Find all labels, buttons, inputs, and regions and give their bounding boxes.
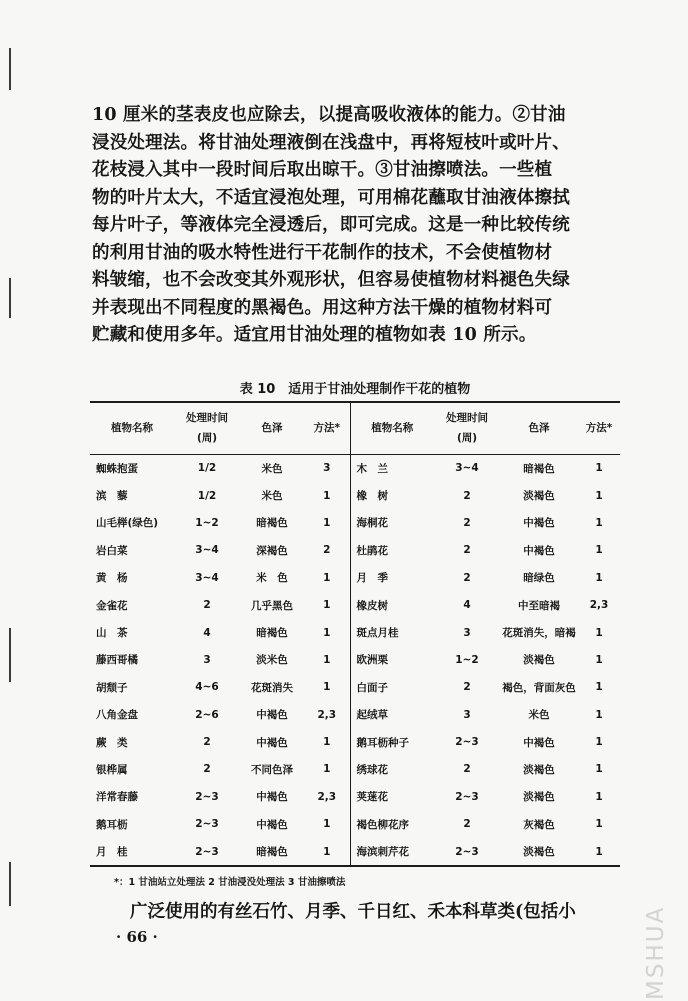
cell-time: 2: [463, 571, 471, 584]
cell-color: 褐色，背面灰色: [502, 681, 576, 694]
cell-name: 蜘蛛抱蛋: [96, 462, 138, 475]
cell-time: 2: [203, 736, 211, 749]
table-row: [90, 619, 620, 646]
cell-method: 1: [595, 626, 603, 639]
header-treatment-time: [434, 402, 500, 454]
table-row: [90, 728, 620, 755]
cell-time: 2: [463, 818, 471, 831]
cell-time: 3: [463, 626, 471, 639]
cell-name: 银桦属: [96, 763, 128, 776]
cell-method: 1: [595, 818, 603, 831]
cell-name: 黄 杨: [96, 572, 128, 585]
cell-time: 2: [463, 489, 471, 502]
cell-color: 中褐色: [523, 517, 555, 530]
header-method: 方法*: [585, 422, 613, 435]
cell-name: 山 茶: [96, 627, 128, 640]
cell-time: 4~6: [195, 681, 219, 694]
cell-method: 1: [595, 790, 603, 803]
table-header-row: [90, 402, 620, 454]
cell-time: 4: [203, 626, 211, 639]
cell-name: 起绒草: [350, 701, 434, 728]
cell-name: 欧洲栗: [350, 646, 434, 673]
page-number: · 66 ·: [116, 928, 158, 946]
cell-time: 3~4: [455, 462, 479, 475]
body-line: 每片叶子，等液体完全浸透后，即可完成。这是一种比较传统: [92, 215, 570, 235]
cell-time: 3: [463, 708, 471, 721]
cell-color: 中褐色: [256, 736, 288, 749]
table-row: [90, 564, 620, 591]
body-line: 并表现出不同程度的黑褐色。用这种方法干燥的植物材料可: [92, 297, 553, 318]
cell-name: 斑点月桂: [350, 619, 434, 646]
cell-time: 1~2: [455, 653, 479, 666]
margin-mark: [9, 278, 11, 318]
table-row: [90, 509, 620, 536]
cell-method: 1: [323, 653, 331, 666]
cell-time: 2: [463, 681, 471, 694]
cell-color: 几乎黑色: [251, 599, 293, 612]
header-method: 方法*: [313, 422, 340, 435]
table-row: [90, 783, 620, 810]
body-line: 浸没处理法。将甘油处理液倒在浅盘中，再将短枝叶或叶片、: [92, 132, 570, 153]
cell-method: 2,3: [589, 599, 609, 612]
cell-method: 1: [323, 599, 331, 612]
cell-color: 暗褐色: [256, 627, 288, 640]
cell-time: 3~4: [195, 544, 219, 557]
cell-name: 月 桂: [96, 846, 128, 859]
cell-time: 2~3: [455, 790, 479, 803]
cell-method: 1: [595, 489, 603, 502]
header-time-unit: (周): [196, 432, 218, 445]
cell-name: 藤西哥橘: [96, 654, 138, 667]
cell-time: 2~3: [455, 736, 479, 749]
cell-method: 1: [595, 845, 603, 858]
cell-method: 1: [595, 516, 603, 529]
cell-color: 淡米色: [256, 654, 288, 667]
cell-method: 1: [595, 653, 603, 666]
cell-color: 中褐色: [256, 791, 288, 804]
cell-time: 1/2: [197, 462, 217, 475]
cell-method: 1: [323, 571, 331, 584]
cell-method: 1: [323, 818, 331, 831]
cell-name: 蕨 类: [96, 736, 128, 749]
cell-color: 暗褐色: [523, 462, 555, 475]
cell-name: 橡皮树: [350, 591, 434, 618]
cell-time: 2~3: [195, 818, 219, 831]
cell-time: 1/2: [197, 489, 217, 502]
table-row: [90, 454, 620, 482]
body-line: 10 厘米的茎表皮也应除去，以提高吸收液体的能力。②甘油: [92, 105, 566, 125]
cell-method: 1: [595, 763, 603, 776]
cell-name: 褐色柳花序: [350, 811, 434, 838]
cell-time: 2: [463, 763, 471, 776]
plant-table-body: [90, 454, 620, 866]
table-row: [90, 838, 620, 866]
cell-name: 白面子: [350, 674, 434, 701]
cell-color: 不同色泽: [251, 763, 293, 776]
cell-time: 2~6: [195, 708, 219, 721]
cell-color: 淡褐色: [523, 791, 555, 804]
cell-name: 金雀花: [96, 599, 128, 612]
cell-color: 暗褐色: [256, 846, 288, 859]
header-plant-name: 植物名称: [350, 402, 434, 454]
header-color: 色泽: [528, 422, 550, 435]
cell-method: 1: [323, 736, 331, 749]
cell-color: 米色: [528, 709, 550, 722]
cell-method: 1: [595, 462, 603, 475]
margin-mark: [9, 862, 11, 906]
cell-method: 1: [323, 845, 331, 858]
cell-method: 1: [323, 489, 331, 502]
table-row: [90, 811, 620, 838]
header-time-label: 处理时间: [186, 412, 228, 425]
body-line: 料皱缩，也不会改变其外观形状，但容易使植物材料褪色失绿: [92, 270, 570, 290]
cell-color: 中褐色: [523, 736, 555, 749]
header-color: 色泽: [261, 422, 283, 435]
table-footnote: *：1 甘油站立处理法 2 甘油浸没处理法 3 甘油擦喷法: [114, 877, 346, 888]
cell-name: 山毛榉(绿色): [96, 517, 159, 530]
cell-name: 杜鹃花: [350, 537, 434, 564]
table-row: [90, 701, 620, 728]
table-row: [90, 537, 620, 564]
table-title: 表 10 适用于甘油处理制作干花的植物: [239, 382, 471, 397]
cell-time: 2: [463, 544, 471, 557]
continuation-text: 广泛使用的有丝石竹、月季、千日红、禾本科草类(包括小: [130, 902, 576, 922]
cell-name: 海桐花: [350, 509, 434, 536]
body-line: 的利用甘油的吸水特性进行干花制作的技术，不会使植物材: [92, 242, 553, 263]
cell-name: 鹅耳枥: [96, 818, 128, 831]
cell-time: 2: [203, 763, 211, 776]
watermark: MSHUA: [643, 905, 669, 1000]
body-paragraph: [92, 102, 620, 350]
cell-time: 3~4: [195, 571, 219, 584]
header-time-unit: (周): [456, 432, 478, 445]
cell-color: 深褐色: [256, 544, 288, 557]
cell-method: 1: [595, 708, 603, 721]
header-treatment-time: [174, 402, 240, 454]
cell-time: 4: [463, 599, 471, 612]
cell-color: 花斑消失，暗褐: [502, 627, 576, 640]
cell-name: 月 季: [350, 564, 434, 591]
cell-name: 木 兰: [350, 454, 434, 482]
table-row: [90, 482, 620, 509]
cell-method: 1: [323, 516, 331, 529]
cell-method: 3: [323, 462, 331, 475]
cell-color: 花斑消失: [251, 681, 293, 694]
body-line: 贮藏和使用多年。适宜用甘油处理的植物如表 10 所示。: [92, 325, 537, 345]
cell-time: 3: [203, 653, 211, 666]
table-row: [90, 646, 620, 673]
cell-method: 2,3: [317, 708, 337, 721]
cell-name: 岩白菜: [96, 544, 128, 557]
cell-color: 中褐色: [256, 818, 288, 831]
cell-method: 1: [595, 736, 603, 749]
cell-color: 淡褐色: [523, 763, 555, 776]
cell-color: 米 色: [256, 572, 288, 585]
cell-method: 2,3: [317, 790, 337, 803]
cell-name: 橡 树: [350, 482, 434, 509]
cell-method: 2: [323, 544, 331, 557]
margin-mark: [9, 48, 11, 90]
cell-time: 2~3: [195, 845, 219, 858]
table-row: [90, 591, 620, 618]
cell-color: 中褐色: [523, 544, 555, 557]
cell-name: 绣球花: [350, 756, 434, 783]
cell-name: 胡颓子: [96, 681, 128, 694]
plant-table: [90, 401, 620, 867]
cell-time: 2: [203, 599, 211, 612]
header-time-label: 处理时间: [446, 412, 488, 425]
cell-method: 1: [323, 763, 331, 776]
cell-method: 1: [595, 544, 603, 557]
cell-name: 海滨刺芹花: [350, 838, 434, 866]
cell-name: 八角金盘: [96, 709, 138, 722]
cell-time: 2: [463, 516, 471, 529]
cell-time: 1~2: [195, 516, 219, 529]
cell-color: 灰褐色: [523, 818, 555, 831]
cell-color: 淡褐色: [523, 654, 555, 667]
cell-name: 滨 藜: [96, 490, 128, 503]
body-line: 花枝浸入其中一段时间后取出晾干。③甘油擦喷法。一些植: [92, 160, 553, 180]
table-row: [90, 756, 620, 783]
cell-color: 米色: [261, 462, 283, 475]
cell-method: 1: [323, 681, 331, 694]
cell-method: 1: [595, 681, 603, 694]
cell-color: 米色: [261, 490, 283, 503]
cell-method: 1: [323, 626, 331, 639]
cell-color: 淡褐色: [523, 846, 555, 859]
cell-method: 1: [595, 571, 603, 584]
cell-time: 2~3: [455, 845, 479, 858]
margin-mark: [9, 628, 11, 682]
header-plant-name: 植物名称: [111, 422, 153, 435]
body-line: 物的叶片太大，不适宜浸泡处理，可用棉花蘸取甘油液体擦拭: [92, 187, 570, 208]
cell-color: 中褐色: [256, 709, 288, 722]
cell-color: 暗褐色: [256, 517, 288, 530]
cell-color: 暗绿色: [523, 572, 555, 585]
cell-color: 淡褐色: [523, 490, 555, 503]
cell-time: 2~3: [195, 790, 219, 803]
table-row: [90, 674, 620, 701]
cell-name: 洋常春藤: [96, 791, 138, 804]
cell-name: 鹅耳枥种子: [350, 728, 434, 755]
cell-color: 中至暗褐: [518, 599, 560, 612]
cell-name: 荚蒾花: [350, 783, 434, 810]
